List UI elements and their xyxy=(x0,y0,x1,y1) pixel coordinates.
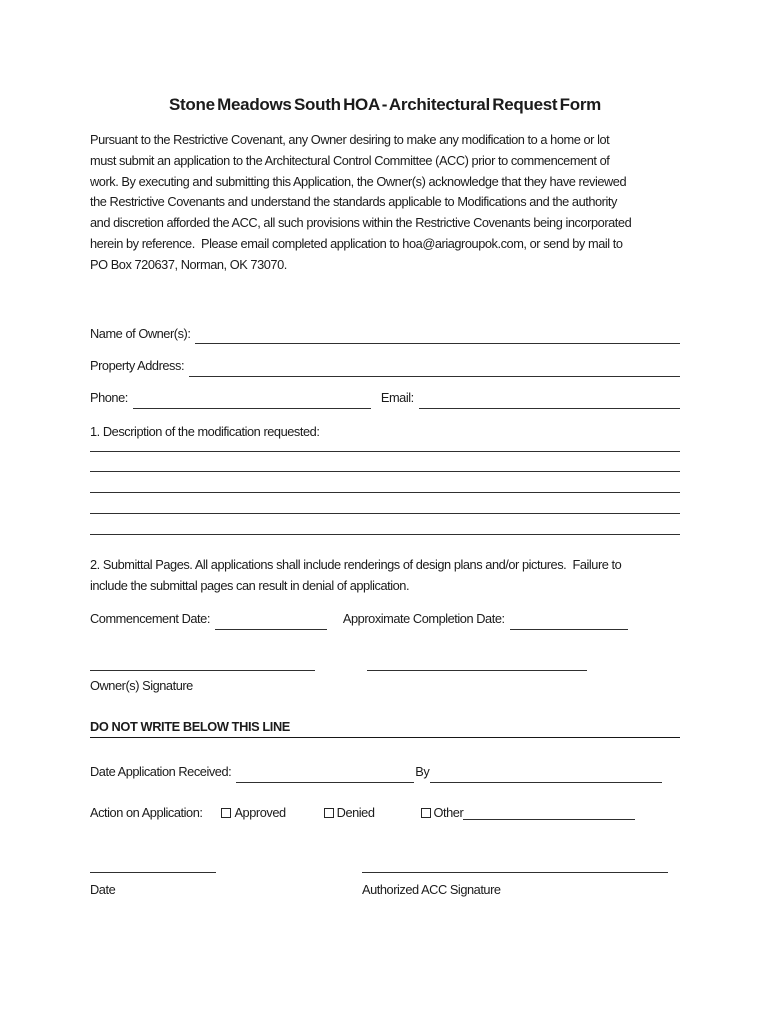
intro-line: must submit an application to the Architectural Control Committee (ACC) prior to commencement of xyxy=(90,152,610,168)
other-option[interactable] xyxy=(421,803,464,824)
completion-date-label: Approximate Completion Date: xyxy=(342,611,505,627)
intro-line: herein by reference. Please email completed application to hoa@ariagroupok.com, or send by mail to xyxy=(90,235,623,251)
name-of-owners-input-line[interactable] xyxy=(195,328,680,344)
do-not-write-heading: DO NOT WRITE BELOW THIS LINE xyxy=(90,719,680,738)
action-on-application-row xyxy=(90,803,680,824)
other-checkbox-icon[interactable] xyxy=(421,808,431,818)
description-input-line[interactable] xyxy=(90,514,680,535)
approved-option[interactable] xyxy=(221,803,285,824)
owner-signature-line-2[interactable] xyxy=(367,670,587,671)
intro-line: Pursuant to the Restrictive Covenant, any Owner desiring to make any modification to a home or lot xyxy=(90,132,610,147)
submittal-note xyxy=(90,555,680,597)
description-input-line[interactable] xyxy=(90,472,680,493)
description-heading: 1. Description of the modification requested: xyxy=(90,423,320,439)
owner-signature-column-1 xyxy=(90,670,315,697)
other-input-line[interactable] xyxy=(463,806,635,820)
denied-checkbox-icon[interactable] xyxy=(324,808,334,818)
owner-signature-section xyxy=(90,670,680,697)
name-of-owners-row xyxy=(90,324,680,345)
submittal-line: 2. Submittal Pages. All applications shall include renderings of design plans and/or pictures. Failure to xyxy=(90,556,622,572)
phone-input-line[interactable] xyxy=(133,393,371,409)
date-received-label: Date Application Received: xyxy=(90,763,232,779)
intro-line: and discretion afforded the ACC, all such provisions within the Restrictive Covenants being incorporated xyxy=(90,215,632,231)
intro-line: work. By executing and submitting this Application, the Owner(s) acknowledge that they have reviewed xyxy=(90,173,627,189)
phone-label: Phone: xyxy=(90,390,128,406)
phone-email-row xyxy=(90,388,680,409)
authorized-signature-line[interactable] xyxy=(362,872,668,873)
date-input-line[interactable] xyxy=(90,872,216,873)
approved-checkbox-icon[interactable] xyxy=(221,808,231,818)
name-of-owners-label: Name of Owner(s): xyxy=(90,325,191,341)
description-input-area xyxy=(90,431,680,535)
denied-option-label: Denied xyxy=(336,804,375,820)
commencement-date-input-line[interactable] xyxy=(215,614,327,630)
owner-signature-column-2 xyxy=(367,670,587,697)
intro-line: PO Box 720637, Norman, OK 73070. xyxy=(90,256,287,272)
other-option-label: Other xyxy=(433,804,464,820)
dates-row xyxy=(90,609,680,630)
commencement-date-label: Commencement Date: xyxy=(90,611,210,627)
completion-date-input-line[interactable] xyxy=(510,614,628,630)
authorized-signature-column xyxy=(362,872,668,901)
description-input-line[interactable] xyxy=(90,493,680,514)
date-column xyxy=(90,872,216,901)
owner-signature-label: Owner(s) Signature xyxy=(90,678,193,694)
property-address-label: Property Address: xyxy=(90,358,185,374)
intro-paragraph xyxy=(90,130,680,276)
intro-line: the Restrictive Covenants and understand the standards applicable to Modifications and the authority xyxy=(90,194,617,210)
form-title: Stone Meadows South HOA - Architectural Request Form xyxy=(169,95,601,114)
property-address-row xyxy=(90,356,680,377)
date-label: Date xyxy=(90,881,116,897)
acc-signature-section xyxy=(90,872,680,901)
approved-option-label: Approved xyxy=(234,804,286,820)
action-label: Action on Application: xyxy=(90,804,203,820)
date-received-row xyxy=(90,762,680,783)
denied-option[interactable] xyxy=(324,803,375,824)
authorized-signature-label: Authorized ACC Signature xyxy=(362,881,501,897)
received-by-label: By xyxy=(415,763,430,779)
received-by-input-line[interactable] xyxy=(430,767,662,783)
owner-signature-line-1[interactable] xyxy=(90,670,315,671)
date-received-input-line[interactable] xyxy=(236,767,414,783)
email-label: Email: xyxy=(380,390,414,406)
description-input-line[interactable] xyxy=(90,452,680,473)
property-address-input-line[interactable] xyxy=(189,361,680,377)
submittal-line: include the submittal pages can result in denial of application. xyxy=(90,577,410,593)
email-input-line[interactable] xyxy=(419,393,680,409)
